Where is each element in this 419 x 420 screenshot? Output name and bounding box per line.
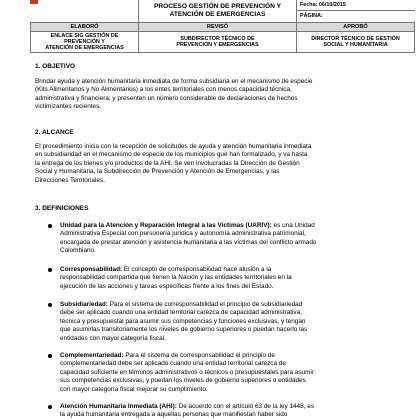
definition-text: ejecución de las acciones y tareas específicas frente a los fines del Estado. [60, 282, 274, 290]
definition-term: Unidad para la Atención y Reparación Integral a las Víctimas (UARIV): [60, 222, 272, 229]
paragraph-line: administrativa y financiera; y presenten un número considerable de declaraciones de hechos [35, 94, 298, 102]
definition-item [60, 222, 372, 256]
definition-text: Colombiano. [60, 247, 96, 255]
reviso-line2: PREVENCIÓN Y EMERGENCIAS [176, 41, 259, 48]
elaboro-line2: ATENCIÓN DE EMERGENCIAS [45, 44, 124, 51]
definition-term: Atención Humanitaria Inmediata (AHI): [60, 403, 177, 410]
aprobo-line2: SOCIAL Y HUMANITARIA [323, 41, 388, 48]
reviso-line1: SUBDIRECTOR TÉCNICO DE [180, 35, 255, 42]
definition-item [60, 403, 372, 420]
definition-item [60, 352, 372, 394]
definition-item [60, 301, 372, 343]
aprobo-header: APROBÓ [297, 22, 415, 31]
reviso-signature [139, 31, 297, 53]
process-title-line1: PROCESO GESTIÓN DE PREVENCIÓN Y [153, 3, 282, 11]
process-title-line2: ATENCIÓN DE EMERGENCIAS [169, 10, 266, 18]
section-objetivo-title: 1. OBJETIVO [35, 63, 76, 70]
definition-text: Para el sistema de corresponsabilidad el principio de subsidiariedad [107, 301, 303, 308]
definition-term: Subsidiariedad: [60, 301, 108, 308]
page-label: PÁGINA: [300, 13, 323, 20]
header-logo-cell [31, 0, 139, 22]
aprobo-line1: DIRECTOR TÉCNICO DE GESTIÓN [311, 35, 400, 42]
elaboro-signature [31, 31, 139, 53]
section-alcance-title: 2. ALCANCE [35, 129, 74, 136]
bullet-icon [48, 405, 52, 409]
paragraph-line: en subsidiaridad en el mecanismo de especie de los municipios que han formalizado, y va hasta [35, 151, 308, 159]
definition-text: El concepto de corresponsabilidad hace alusión a la [122, 266, 272, 273]
alcance-paragraph [35, 143, 367, 185]
bullet-icon [48, 268, 52, 272]
definition-text: técnica y presupuestal para asumir sus competencias y funciones exclusivas, y tengan [60, 317, 306, 325]
paragraph-line: Brindar ayuda y atención humanitaria inmediata de forma subsidiaria en el mecanismo de especie [35, 78, 313, 85]
date-label: Fecha: 06/10/2015 [297, 0, 415, 11]
definition-term: Corresponsabilidad: [60, 266, 123, 273]
definition-text: con mayor categoría fiscal mejorar su cumplimiento. [60, 385, 208, 393]
definition-text: De acuerdo con el artículo 63 de la ley 1448, es [176, 403, 314, 410]
bullet-icon [48, 354, 52, 358]
paragraph-line: victimizantes recientes. [35, 103, 102, 111]
paragraph-line: la entrega de los bienes y/o productos de la AHI. Se ven involucradas la Dirección de Gestión [35, 159, 300, 167]
definition-text: Administrativa Especial con personería jurídica y autonomía administrativa patrimonial, [60, 230, 306, 238]
definition-text: Para el sistema de corresponsabilidad el principio de [123, 352, 275, 359]
header-title-cell [139, 0, 297, 22]
paragraph-line: Social y Humanitaria, la Subdirección de Prevención y Atención de Emergencias, y las [35, 168, 280, 176]
paragraph-line: (Kits Alimentarios y No Alimentarios) a los entes territoriales con menos capacidad técnica, [35, 86, 292, 94]
definition-text: la ayuda humanitaria entregada a aquellas personas que manifiestan haber sido [60, 411, 288, 419]
header-meta-cell [297, 0, 415, 22]
definition-text: es una Unidad [271, 222, 315, 229]
reviso-header: REVISÓ [139, 22, 297, 31]
paragraph-line: El procedimiento inicia con la recepción de solicitudes de ayuda y atención humanitaria inmediata [35, 143, 312, 150]
definition-text: debe ser aplicado cuando una entidad territorial carezca de capacidad administrativa, [60, 309, 302, 317]
definition-text: responsabilidad compartida que tienen la Nación y las entidades territoriales en la [60, 274, 292, 282]
paragraph-line: Direcciones Territoriales. [35, 176, 105, 184]
document-header-table [30, 0, 415, 53]
bullet-icon [48, 303, 52, 307]
elaboro-line1: ENLACE SIG GESTIÓN DE PREVENCIÓN Y [50, 32, 119, 45]
objetivo-paragraph [35, 78, 367, 112]
aprobo-signature [297, 31, 415, 53]
definition-item [60, 266, 372, 291]
definition-text: encargada de prestar atención y asistencia humanitaria a las víctimas del conflicto armado [60, 238, 317, 246]
definition-term: Complementariedad: [60, 352, 124, 359]
section-definiciones-title: 3. DEFINICIONES [35, 205, 89, 212]
definition-text: capacidad suficiente en términos administrativos o técnicos o presupuestales para asumir [60, 368, 314, 376]
definition-text: sus competencias exclusivas, y puedan los niveles de gobierno superiores o entidades [60, 377, 306, 385]
bullet-icon [48, 224, 52, 228]
definition-text: que asumirlas transitoriamente los niveles de gobierno superiores o puedan hacerlo las [60, 326, 308, 334]
definition-text: entidades con mayor categoría fiscal. [60, 334, 166, 342]
definition-text: complementariedad debe ser aplicado cuando una entidad territorial carezca de [60, 360, 286, 368]
elaboro-header: ELABORÓ [31, 22, 139, 31]
